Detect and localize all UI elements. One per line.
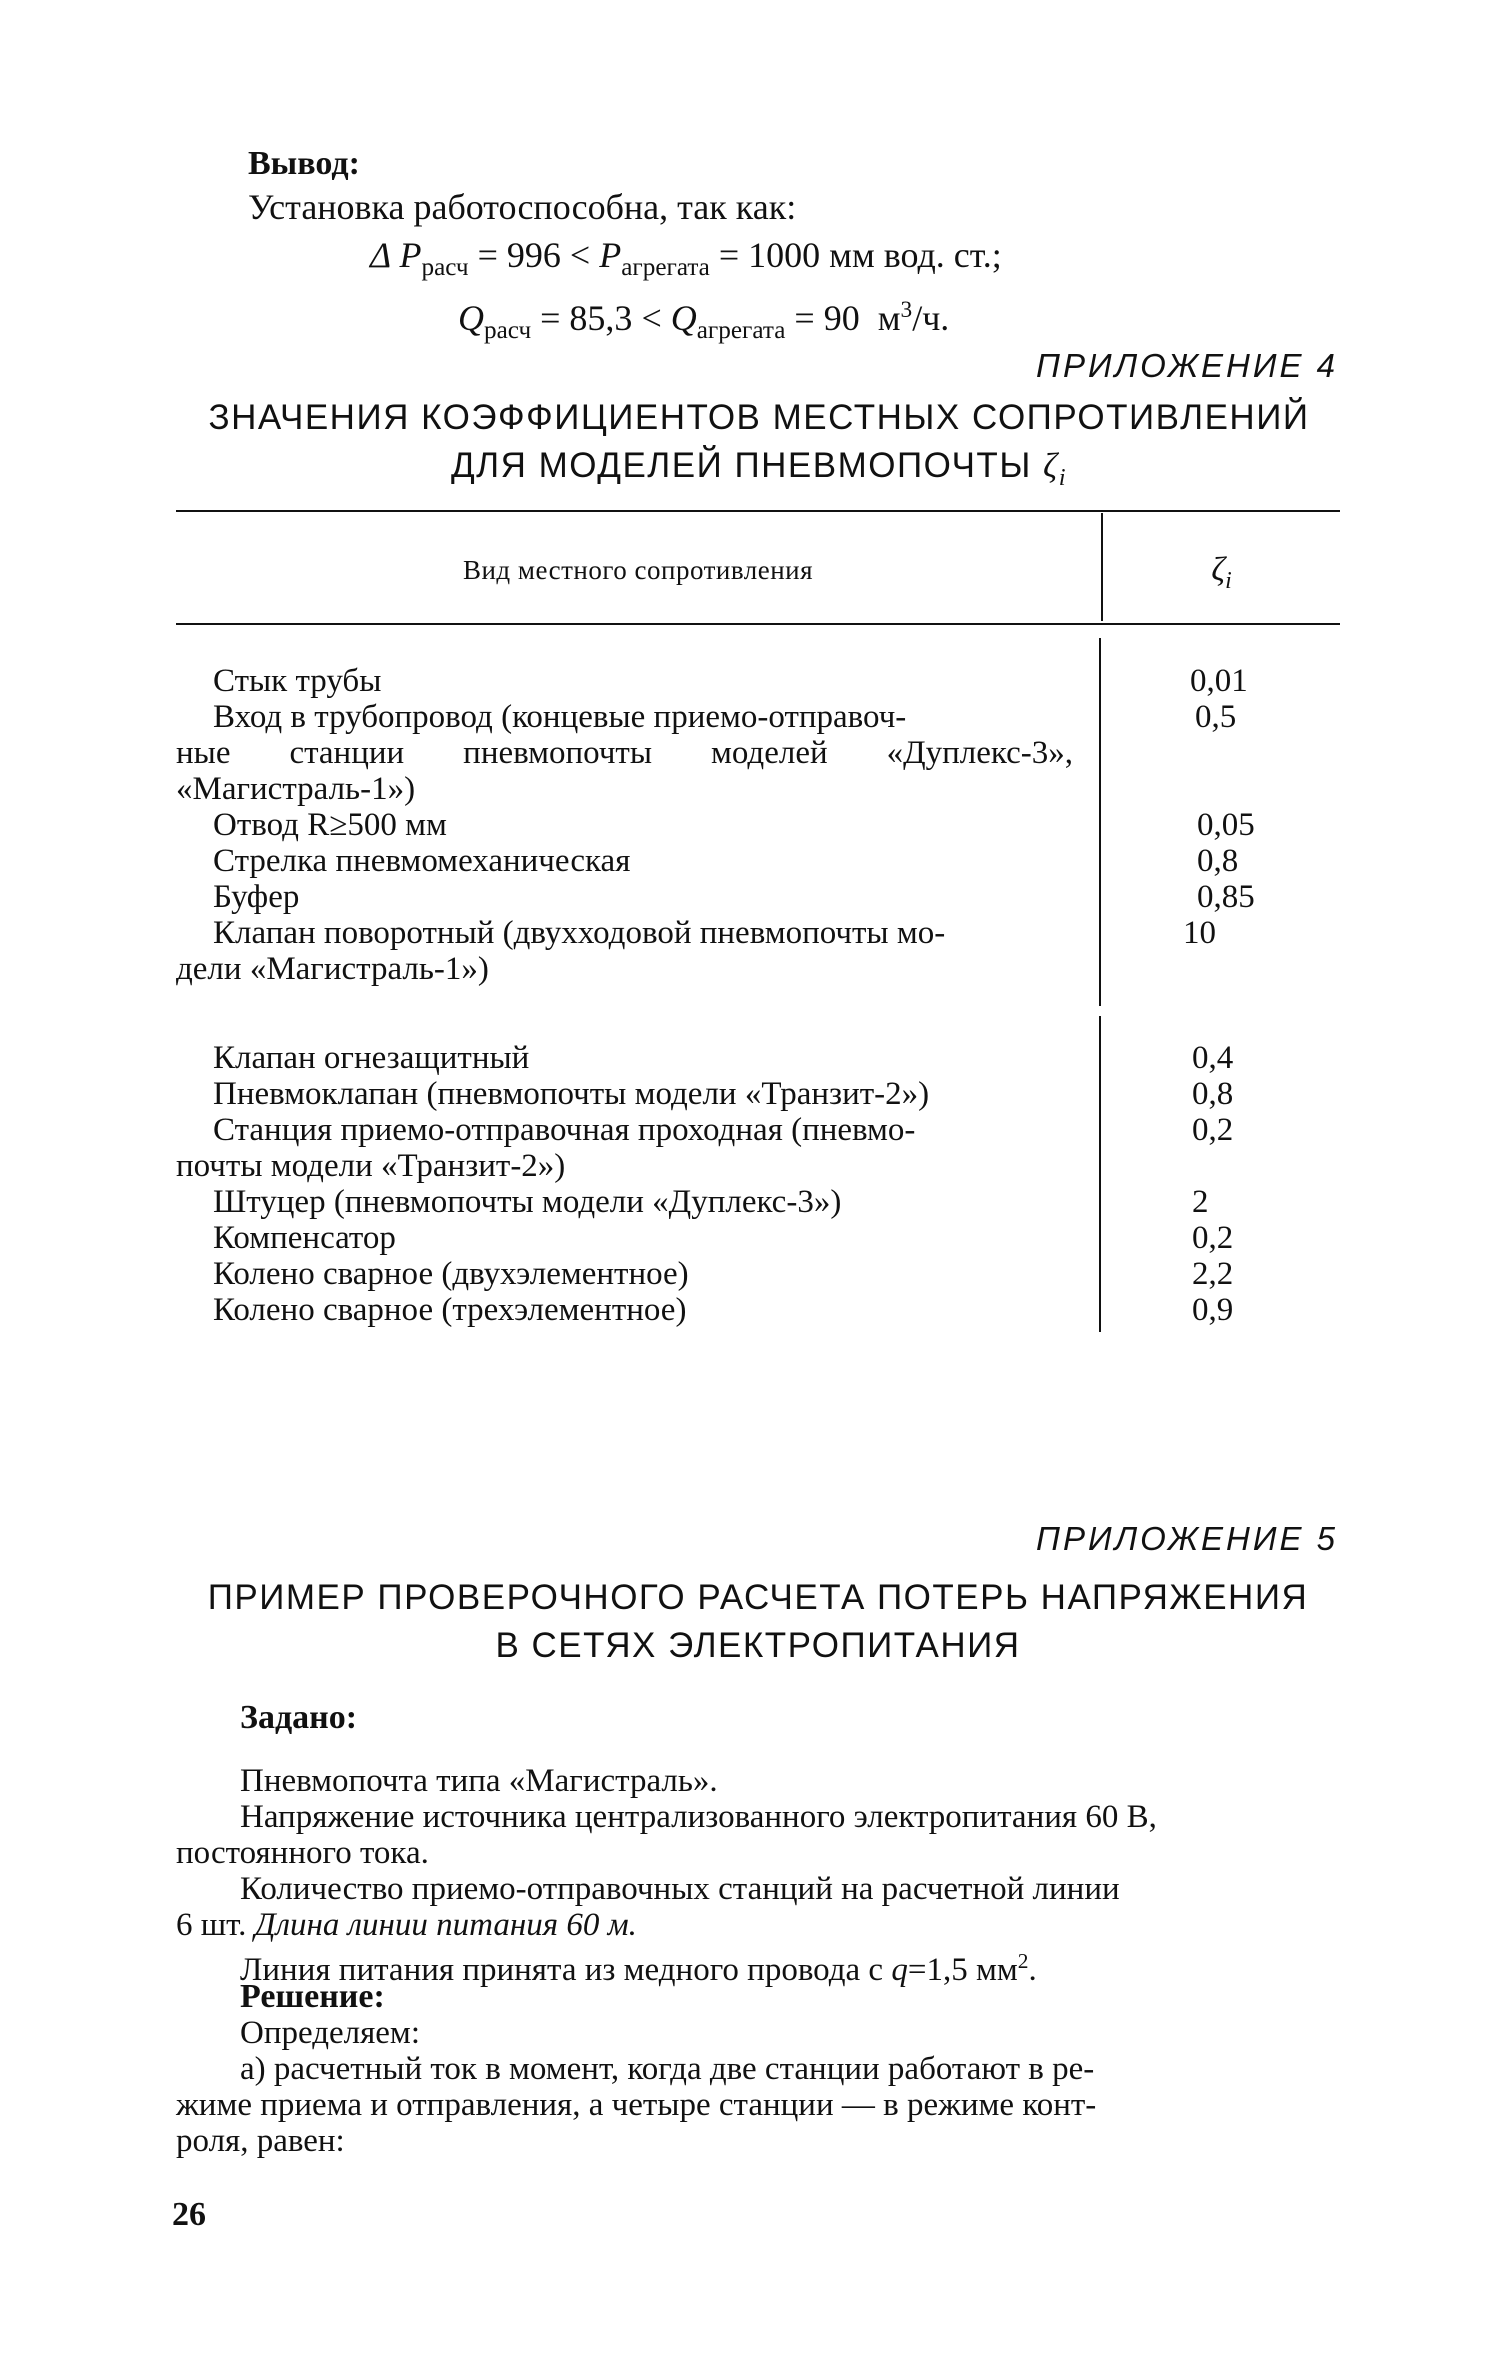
page-number: 26 — [172, 2196, 206, 2233]
formula-flow-rhs-symbol: Q — [670, 298, 697, 338]
solution-a-line-1: а) расчетный ток в момент, когда две станции работают в ре- — [240, 2051, 1095, 2087]
formula-pressure-rhs-symbol: P — [599, 235, 622, 275]
formula-flow-lhs-value: = 85,3 — [540, 298, 633, 338]
table-row-value: 10 — [1183, 915, 1216, 951]
table-row-label: Компенсатор — [213, 1220, 396, 1256]
table-row-value: 0,5 — [1195, 699, 1237, 735]
formula-flow-rhs-value: = 90 — [794, 298, 860, 338]
table-row-label: Пневмоклапан (пневмопочты модели «Транзит-2») — [213, 1076, 930, 1112]
table-row-value: 0,8 — [1197, 843, 1239, 879]
table-row-label: Колено сварное (двухэлементное) — [213, 1256, 689, 1292]
conclusion-intro: Установка работоспособна, так как: — [248, 187, 797, 227]
given-heading: Задано: — [240, 1699, 358, 1736]
table-row-value: 0,01 — [1190, 663, 1248, 699]
table-row-label: Буфер — [213, 879, 300, 915]
given-paragraph-3-line-2: 6 шт. Длина линии питания 60 м. — [176, 1907, 637, 1943]
table-row-label-cont: «Магистраль-1») — [176, 771, 416, 807]
table-row-value: 0,2 — [1192, 1220, 1234, 1256]
table-column-divider-2 — [1099, 1016, 1101, 1332]
solution-a-line-2: жиме приема и отправления, а четыре станции — в режиме конт- — [176, 2087, 1097, 2123]
formula-flow-lhs-symbol: Q — [458, 298, 484, 338]
appendix-5-label: ПРИЛОЖЕНИЕ 5 — [1036, 1520, 1338, 1557]
table-row-value: 0,05 — [1197, 807, 1255, 843]
formula-pressure-rhs-value: = 1000 мм вод. ст.; — [718, 235, 1002, 275]
table-row-value: 0,85 — [1197, 879, 1255, 915]
table-row-value: 2,2 — [1192, 1256, 1234, 1292]
formula-pressure — [370, 236, 1002, 287]
formula-pressure-relation: < — [569, 235, 591, 275]
table-row-label: Колено сварное (трехэлементное) — [213, 1292, 687, 1328]
formula-flow-rhs-sub: агрегата — [696, 317, 786, 345]
table-row-label: Клапан огнезащитный — [213, 1040, 530, 1076]
formula-flow-relation: < — [641, 298, 662, 338]
appendix-5-title-line-2: В СЕТЯХ ЭЛЕКТРОПИТАНИЯ — [495, 1626, 1021, 1665]
table-row-label-word: станции — [289, 735, 405, 771]
table-row-label-cont: почты модели «Транзит-2») — [176, 1148, 566, 1184]
solution-a-line-3: роля, равен: — [176, 2123, 345, 2159]
table-column-divider-1 — [1099, 638, 1101, 1006]
table-row-label-word: пневмопочты — [463, 735, 653, 771]
solution-intro: Определяем: — [240, 2015, 420, 2051]
formula-pressure-lhs-sub: расч — [421, 254, 469, 282]
table-row-label-cont: дели «Магистраль-1») — [176, 951, 489, 987]
table-row-value: 0,8 — [1192, 1076, 1234, 1112]
solution-heading: Решение: — [240, 1978, 385, 2015]
table-row-value: 2 — [1192, 1184, 1209, 1220]
appendix-5-title-line-1: ПРИМЕР ПРОВЕРОЧНОГО РАСЧЕТА ПОТЕРЬ НАПРЯЖЕНИЯ — [207, 1578, 1309, 1617]
table-row-label-cont — [176, 735, 1073, 771]
table-header-rule — [176, 623, 1340, 625]
given-paragraph-3-line-1: Количество приемо-отправочных станций на расчетной линии — [240, 1871, 1120, 1907]
formula-pressure-rhs-sub: агрегата — [621, 254, 710, 282]
appendix-4-label: ПРИЛОЖЕНИЕ 4 — [1036, 347, 1338, 384]
table-row-label: Отвод R≥500 мм — [213, 807, 447, 843]
table-row-value: 0,2 — [1192, 1112, 1234, 1148]
appendix-4-title-line-2: ДЛЯ МОДЕЛЕЙ ПНЕВМОПОЧТЫ $\zeta_i$ — [450, 446, 1068, 491]
table-row-label-word: «Дуплекс-3», — [886, 735, 1073, 771]
given-paragraph-4: Линия питания принята из медного провода с q=1,5 $мм^2$. — [240, 1949, 1037, 1988]
table-row-label: Станция приемо-отправочная проходная (пневмо- — [213, 1112, 916, 1148]
table-row-value: 0,4 — [1192, 1040, 1234, 1076]
table-row-label: Клапан поворотный (двухходовой пневмопочты мо- — [213, 915, 946, 951]
table-row-label: Стрелка пневмомеханическая — [213, 843, 631, 879]
appendix-4-title-line-1: ЗНАЧЕНИЯ КОЭФФИЦИЕНТОВ МЕСТНЫХ СОПРОТИВЛЕНИЙ — [208, 398, 1310, 437]
given-paragraph-2-line-1: Напряжение источника централизованного электропитания 60 В, — [240, 1799, 1157, 1835]
formula-flow — [458, 291, 949, 350]
table-row-value: 0,9 — [1192, 1292, 1234, 1328]
conclusion-heading: Вывод: — [248, 145, 360, 182]
formula-pressure-lhs-symbol: Δ P — [370, 235, 422, 275]
zeta-symbol-icon: $\zeta_i$ — [1043, 446, 1068, 491]
table-header-coefficient: $\zeta_i$ — [1211, 551, 1232, 594]
table-row-label: Штуцер (пневмопочты модели «Дуплекс-3») — [213, 1184, 842, 1220]
formula-pressure-lhs-value: = 996 — [477, 235, 561, 275]
formula-flow-lhs-sub: расч — [484, 317, 532, 345]
formula-flow-unit: $м^3/ч$. — [877, 297, 950, 338]
table-header-type: Вид местного сопротивления — [462, 555, 814, 585]
table-row-label: Стык трубы — [213, 663, 382, 699]
table-row-label-word: ные — [176, 735, 231, 771]
given-paragraph-1: Пневмопочта типа «Магистраль». — [240, 1763, 718, 1799]
table-row-label: Вход в трубопровод (концевые приемо-отправоч- — [213, 699, 907, 735]
table-row-label-word: моделей — [710, 735, 828, 771]
given-paragraph-2-line-2: постоянного тока. — [176, 1835, 429, 1871]
table-top-rule — [176, 510, 1340, 512]
